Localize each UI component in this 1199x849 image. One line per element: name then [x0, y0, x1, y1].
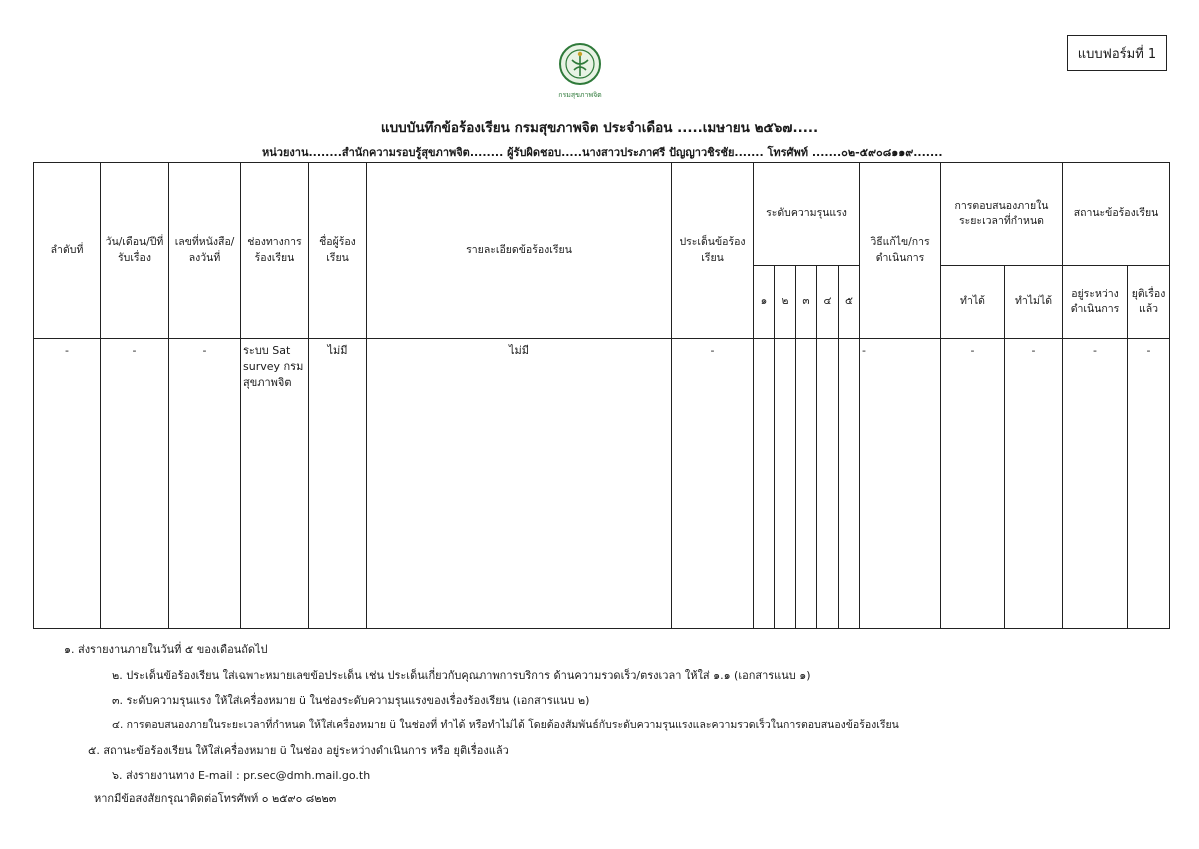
cell-issue: - — [672, 339, 754, 629]
cell-status-closed: - — [1128, 339, 1170, 629]
cell-doc-no: - — [169, 339, 241, 629]
note-6: ๖. ส่งรายงานทาง E-mail : pr.sec@dmh.mail.go.th — [112, 769, 371, 782]
header-doc-no: เลขที่หนังสือ/ลงวันที่ — [169, 163, 241, 339]
header-response-no: ทำไม่ได้ — [1005, 266, 1063, 339]
cell-severity — [754, 339, 775, 629]
header-status-closed: ยุติเรื่องแล้ว — [1128, 266, 1170, 339]
header-issue: ประเด็นข้อร้องเรียน — [672, 163, 754, 339]
logo-caption: กรมสุขภาพจิต — [558, 91, 602, 99]
cell-response-no: - — [1005, 339, 1063, 629]
header-status: สถานะข้อร้องเรียน — [1063, 163, 1170, 266]
header-severity: ระดับความรุนแรง — [754, 163, 860, 266]
cell-severity — [775, 339, 796, 629]
cell-date: - — [101, 339, 169, 629]
header-status-in-progress: อยู่ระหว่างดำเนินการ — [1063, 266, 1128, 339]
header-severity-level: ๓ — [796, 266, 817, 339]
note-1: ๑. ส่งรายงานภายในวันที่ ๕ ของเดือนถัดไป — [64, 643, 268, 656]
header-detail: รายละเอียดข้อร้องเรียน — [367, 163, 672, 339]
page-title: แบบบันทึกข้อร้องเรียน กรมสุขภาพจิต ประจำเดือน .....เมษายน ๒๕๖๗..... — [380, 120, 819, 136]
note-contact: หากมีข้อสงสัยกรุณาติดต่อโทรศัพท์ ๐ ๒๕๙๐ ๘๒๒๓ — [94, 792, 337, 805]
header-complainant: ชื่อผู้ร้องเรียน — [309, 163, 367, 339]
header-resolution: วิธีแก้ไข/การดำเนินการ — [860, 163, 941, 339]
cell-status-in-progress: - — [1063, 339, 1128, 629]
header-severity-level: ๔ — [817, 266, 839, 339]
complaint-table — [33, 162, 1170, 629]
cell-severity — [796, 339, 817, 629]
cell-severity — [817, 339, 839, 629]
header-severity-level: ๒ — [775, 266, 796, 339]
note-3: ๓. ระดับความรุนแรง ให้ใส่เครื่องหมาย ü ในช่องระดับความรุนแรงของเรื่องร้องเรียน (เอกสารแนบ ๒) — [112, 694, 590, 707]
note-5: ๕. สถานะข้อร้องเรียน ให้ใส่เครื่องหมาย ü ในช่อง อยู่ระหว่างดำเนินการ หรือ ยุติเรื่องแล้ว — [88, 744, 509, 757]
cell-channel: ระบบ Sat survey กรมสุขภาพจิต — [241, 339, 309, 629]
form-number-label: แบบฟอร์มที่ 1 — [1067, 35, 1167, 71]
table-row — [34, 339, 1170, 629]
header-date: วัน/เดือน/ปีที่รับเรื่อง — [101, 163, 169, 339]
note-2: ๒. ประเด็นข้อร้องเรียน ใส่เฉพาะหมายเลขข้อประเด็น เช่น ประเด็นเกี่ยวกับคุณภาพการบริการ ด้านความรวดเร็ว/ตรงเวลา ให้ใส่ ๑.๑ (เอกสารแนบ ๑) — [112, 669, 811, 682]
header-severity-level: ๑ — [754, 266, 775, 339]
note-4: ๔. การตอบสนองภายในระยะเวลาที่กำหนด ให้ใส่เครื่องหมาย ü ในช่องที่ ทำได้ หรือทำไม่ได้ โดยต้องสัมพันธ์กับระดับความรุนแรงและความรวดเร็วในการตอบสนองข้อร้องเรียน — [112, 719, 899, 731]
cell-severity — [839, 339, 860, 629]
header-seq: ลำดับที่ — [34, 163, 101, 339]
cell-response-yes: - — [941, 339, 1005, 629]
header-response-yes: ทำได้ — [941, 266, 1005, 339]
header-channel: ช่องทางการร้องเรียน — [241, 163, 309, 339]
header-response: การตอบสนองภายในระยะเวลาที่กำหนด — [941, 163, 1063, 266]
unit-info-line: หน่วยงาน........สำนักความรอบรู้สุขภาพจิต........ ผู้รับผิดชอบ.....นางสาวประภาศรี ปัญญาวชิรชัย....... โทรศัพท์ .......๐๒-๕๙๐๘๑๑๙....... — [262, 146, 943, 159]
header-severity-level: ๕ — [839, 266, 860, 339]
cell-complainant: ไม่มี — [309, 339, 367, 629]
cell-seq: - — [34, 339, 101, 629]
cell-detail: ไม่มี — [367, 339, 672, 629]
cell-resolution: - — [860, 339, 941, 629]
